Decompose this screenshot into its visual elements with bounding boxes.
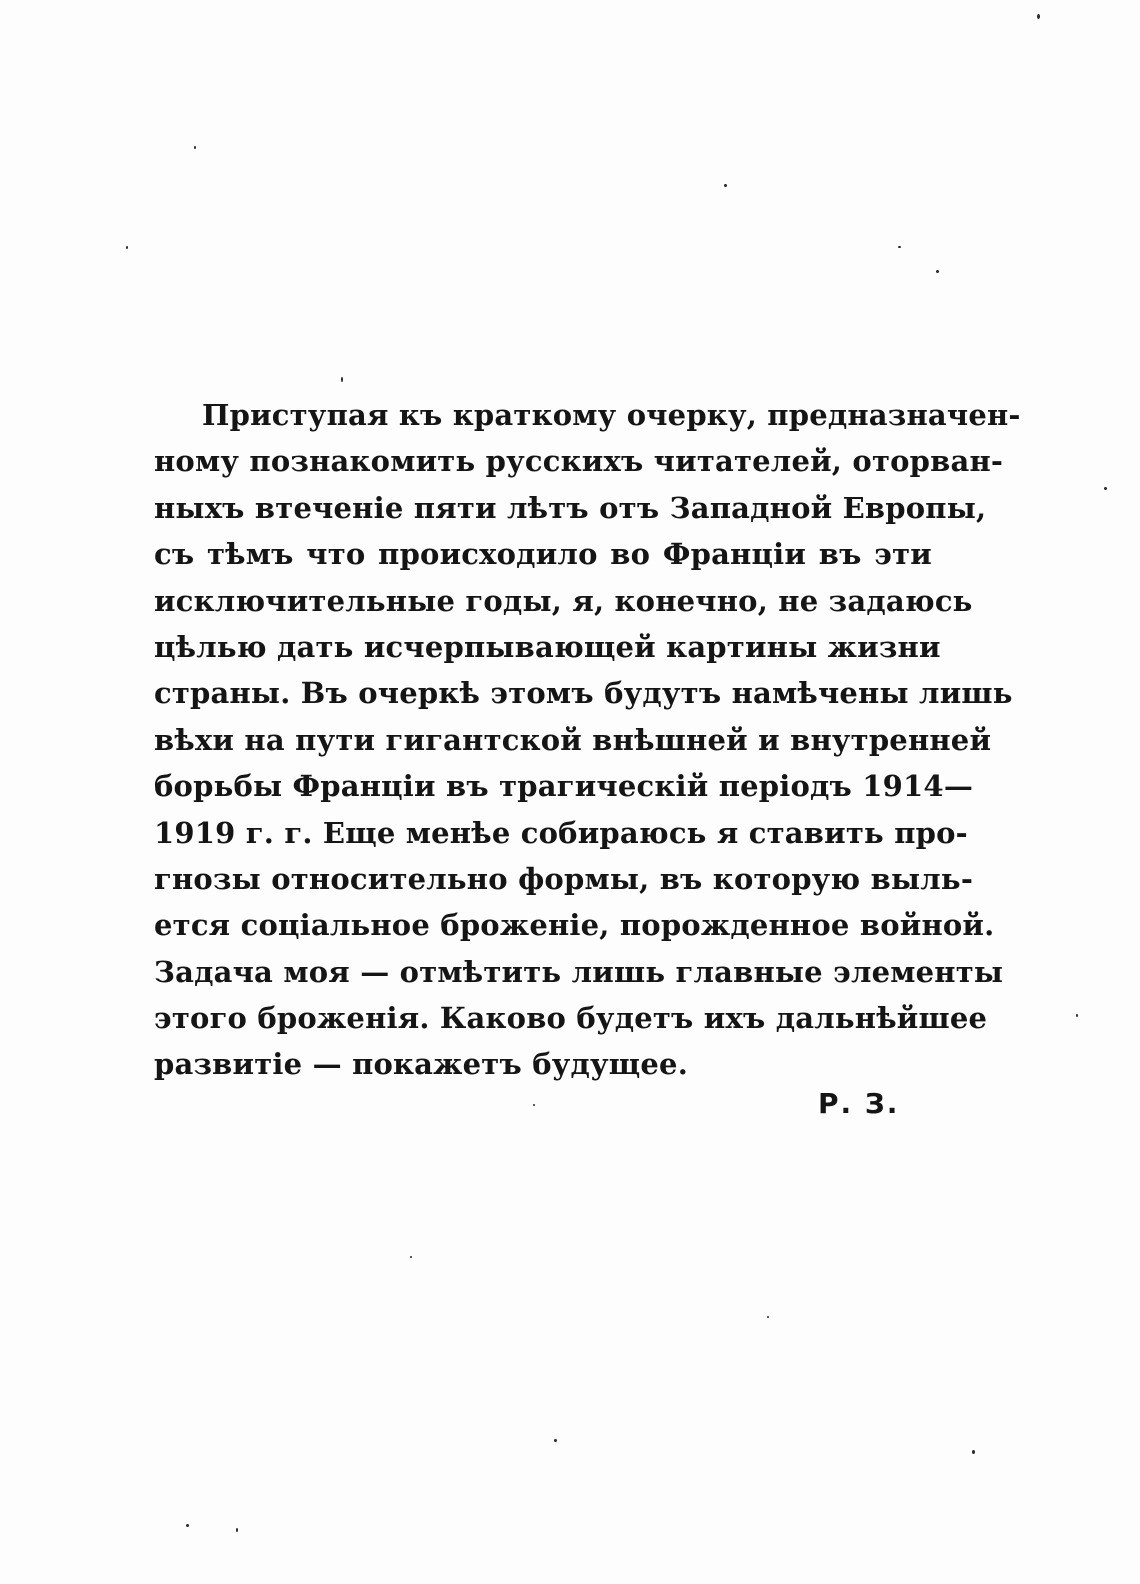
scan-speck [341,377,343,382]
scan-speck [533,1104,535,1106]
preface-line: Задача моя — отмѣтить лишь главные элементы [154,954,1004,989]
scan-speck [410,1256,412,1258]
scan-speck [1037,14,1040,19]
preface-line: ныхъ втеченіе пяти лѣтъ отъ Западной Европы, [154,490,987,525]
scan-speck [724,184,727,187]
preface-line: развитіе — покажетъ будущее. [154,1047,688,1082]
scan-speck [1104,487,1107,490]
preface-line: исключительные годы, я, конечно, не задаюсь [154,583,973,618]
preface-line: цѣлью дать исчерпывающей картины жизни [154,629,941,664]
scan-speck [126,246,128,249]
scan-speck [972,1450,975,1454]
preface-line: страны. Въ очеркѣ этомъ будутъ намѣчены лишь [154,676,1013,711]
preface-line: ному познакомить русскихъ читателей, оторван- [154,444,1004,479]
preface-line: 1919 г. г. Еще менѣе собираюсь я ставить про- [154,815,968,850]
preface-line: гнозы относительно формы, въ которую выль- [154,861,974,896]
preface-line: борьбы Франціи въ трагическій періодъ 1914— [154,769,974,804]
preface-line: ется соціальное броженіе, порожденное войной. [154,908,995,943]
preface-line: вѣхи на пути гигантской внѣшней и внутренней [154,722,992,757]
scan-speck [767,1316,769,1318]
author-initials: Р. З. [818,1087,900,1120]
preface-line: Приступая къ краткому очерку, предназначен- [202,398,1021,432]
preface-line: этого броженія. Каково будетъ ихъ дальнѣйшее [154,1001,988,1036]
scan-speck [236,1528,238,1532]
scan-speck [186,1524,189,1527]
scan-speck [554,1439,557,1442]
preface-paragraph [154,392,1021,1088]
scan-speck [936,270,939,273]
scan-speck [1076,1014,1078,1017]
preface-line: съ тѣмъ что происходило во Франціи въ эти [154,537,932,572]
scan-speck [898,246,901,248]
scan-speck [194,146,196,149]
